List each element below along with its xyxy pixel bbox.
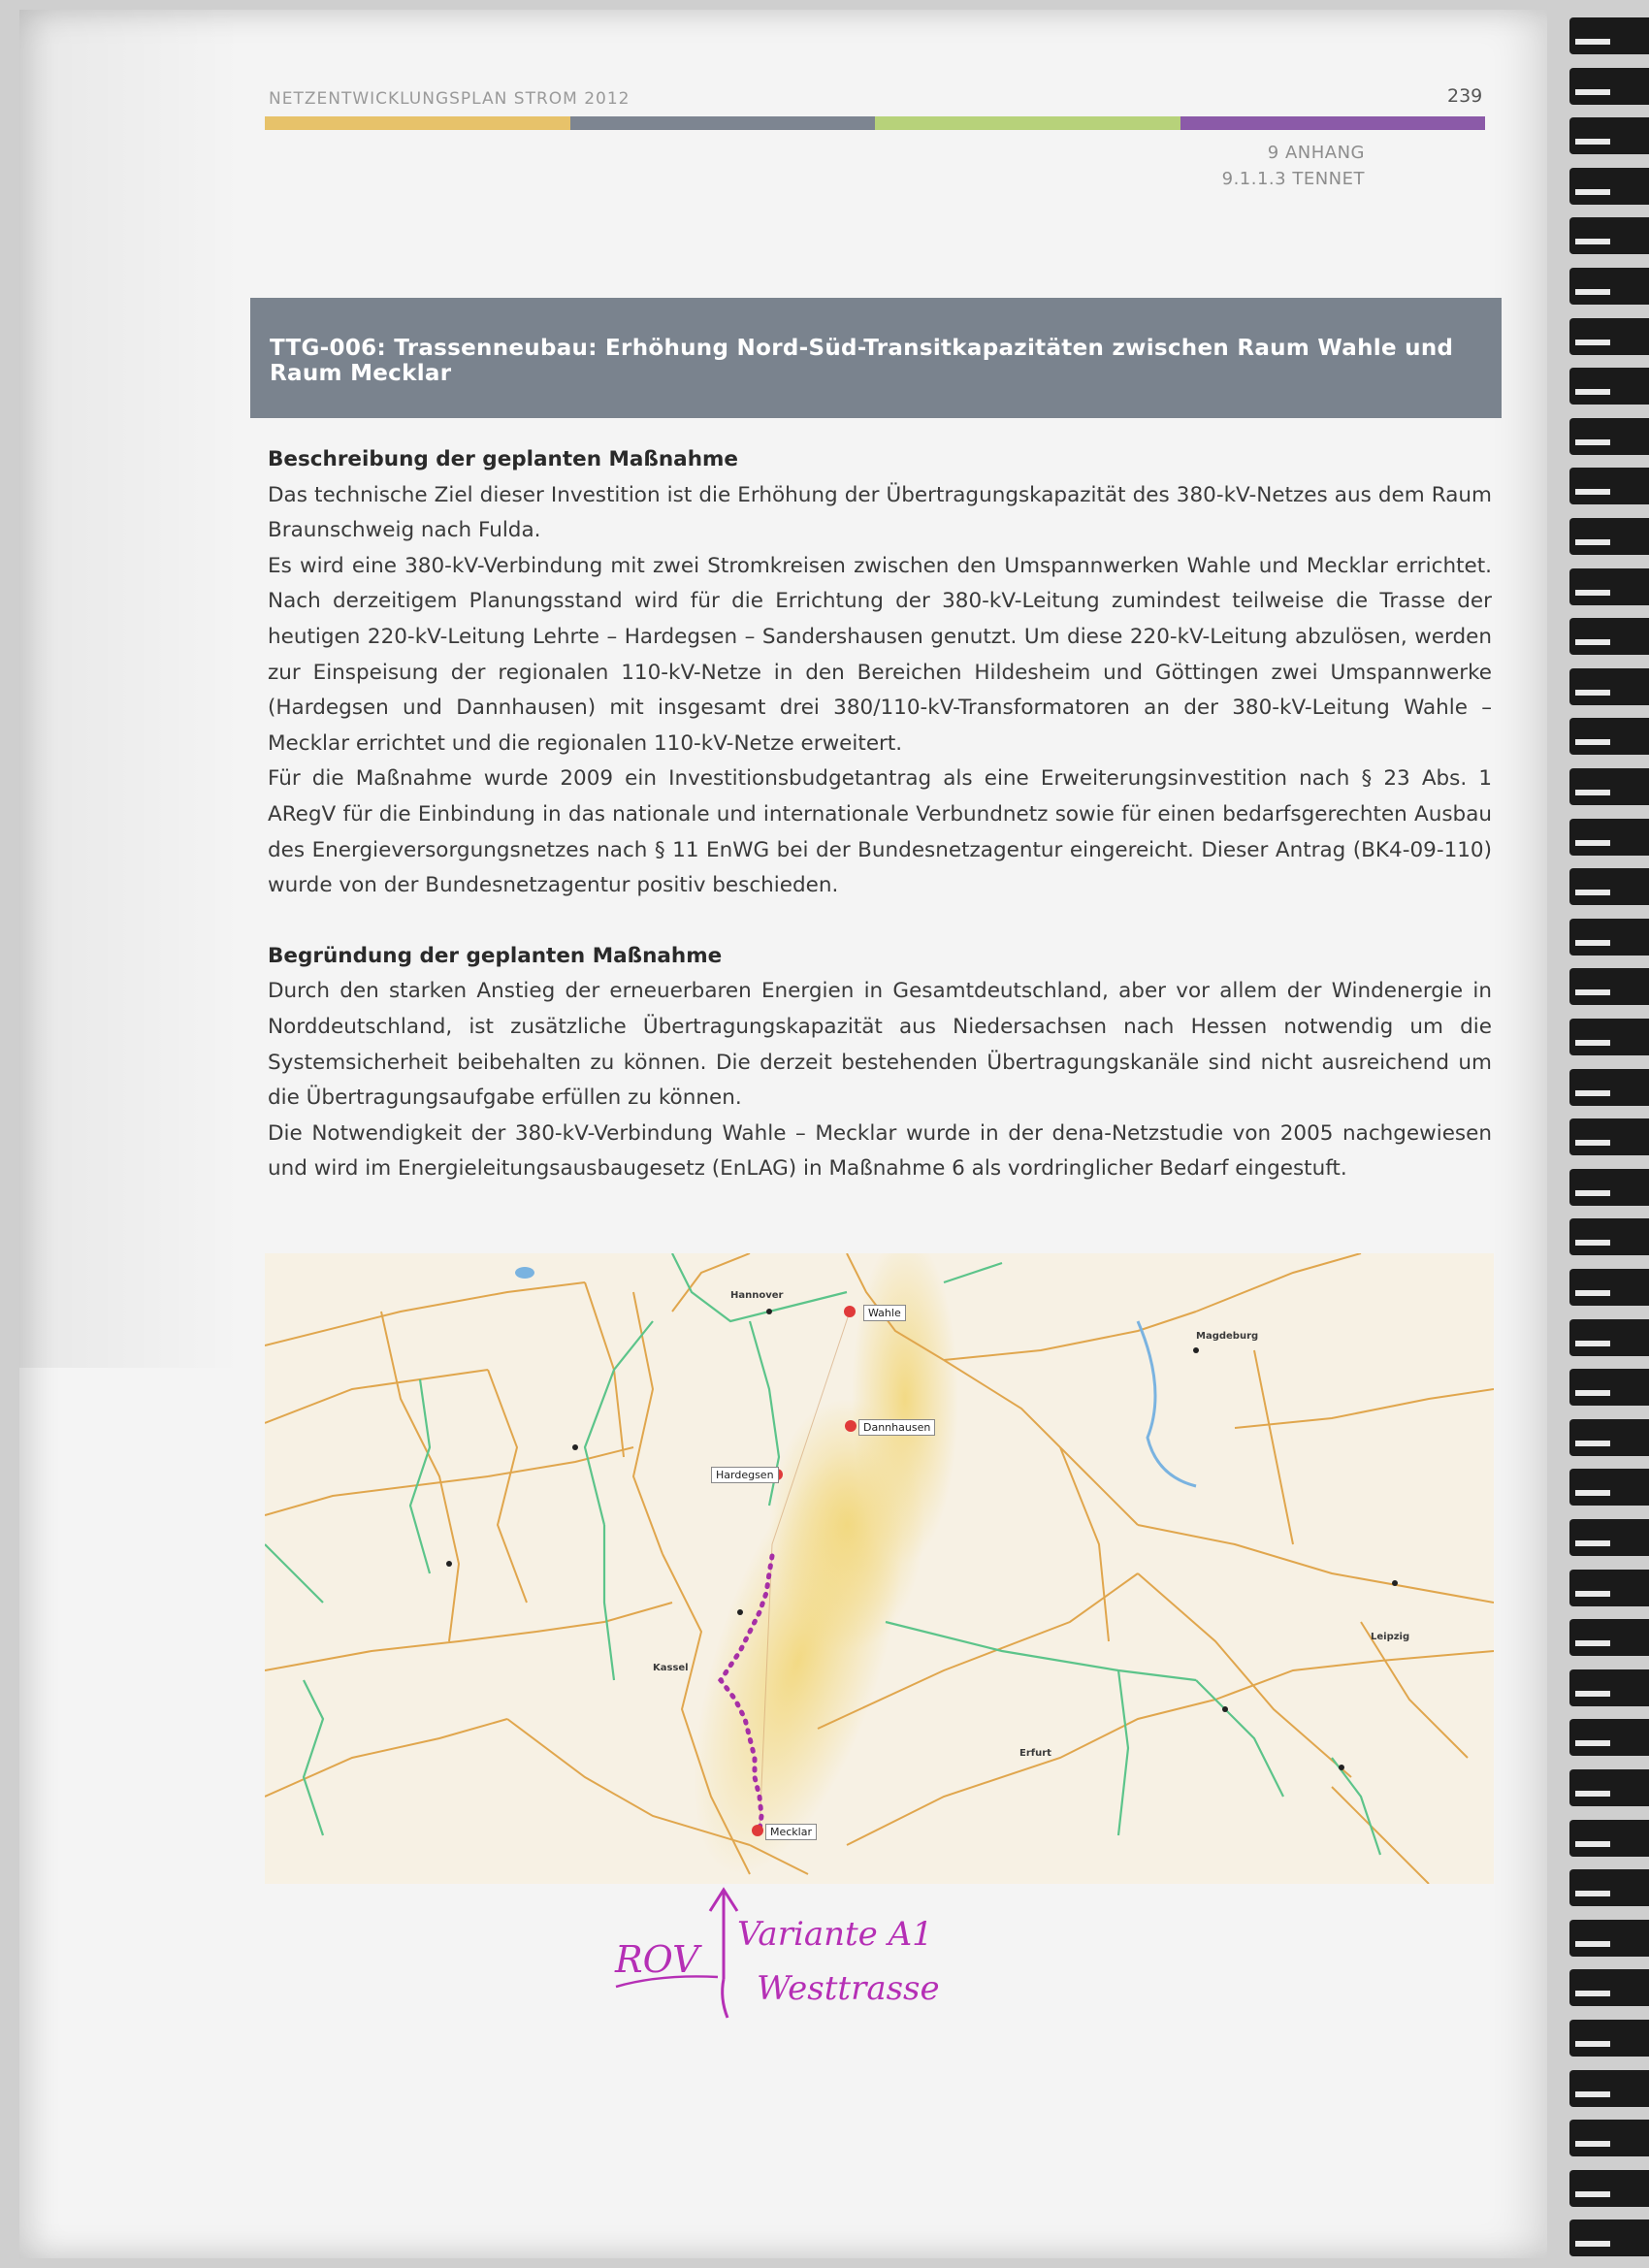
binding-ring <box>1569 1369 1649 1406</box>
spiral-binding <box>1562 0 1649 2268</box>
city-hannover: Hannover <box>730 1290 784 1301</box>
binding-ring <box>1569 1869 1649 1906</box>
justification-paragraph-2: Die Notwendigkeit der 380-kV-Verbindung Wahle – Mecklar wurde in der dena-Netzstudie von 2005 nachgewiesen und wird im Energieleitungsausbaugesetz (EnLAG) in Maßnahme 6 als vordringlicher Bedarf eingestuft. <box>268 1120 1492 1182</box>
binding-ring <box>1569 2219 1649 2256</box>
scanned-page <box>19 10 1547 2258</box>
binding-ring <box>1569 168 1649 205</box>
binding-ring <box>1569 768 1649 805</box>
page-number: 239 <box>1447 85 1483 107</box>
station-label-mecklar: Mecklar <box>765 1824 817 1840</box>
binding-ring <box>1569 1719 1649 1756</box>
document-title: NETZENTWICKLUNGSPLAN STROM 2012 <box>269 89 630 109</box>
annotation-variant: Variante A1 <box>737 1915 933 1954</box>
binding-ring <box>1569 618 1649 655</box>
binding-ring <box>1569 318 1649 355</box>
justification-heading: Begründung der geplanten Maßnahme <box>268 943 723 968</box>
corridor-middle <box>769 1399 924 1651</box>
annotation-rov: ROV <box>615 1938 699 1981</box>
header-color-bar <box>265 116 1485 130</box>
chapter-label: 9 ANHANG <box>1267 143 1365 163</box>
binding-ring <box>1569 2170 1649 2207</box>
color-bar-segment-yellow <box>265 116 570 130</box>
station-label-wahle: Wahle <box>863 1305 906 1321</box>
river <box>1138 1321 1196 1486</box>
binding-ring <box>1569 418 1649 455</box>
binding-ring <box>1569 17 1649 54</box>
color-bar-segment-grey <box>570 116 876 130</box>
description-heading: Beschreibung der geplanten Maßnahme <box>268 447 738 471</box>
city-kassel: Kassel <box>653 1663 689 1673</box>
binding-ring <box>1569 968 1649 1005</box>
binding-ring <box>1569 2070 1649 2107</box>
binding-ring <box>1569 1118 1649 1155</box>
city-leipzig: Leipzig <box>1371 1632 1410 1642</box>
color-bar-segment-green <box>875 116 1180 130</box>
binding-ring <box>1569 1820 1649 1857</box>
description-paragraph-3: Für die Maßnahme wurde 2009 ein Investitionsbudgetantrag als eine Erweiterungsinvestition nach § 23 Abs. 1 ARegV für die Einbindung in das nationale und internationale Verbundnetz sowie für einen bedarfsgerechten Ausbau des Energieversorgungsnetzes nach § 11 EnWG bei der Bundesnetzagentur eingereicht. Dieser Antrag (BK4-09-110) wurde von der Bundesnetzagentur positiv beschieden. <box>268 766 1492 898</box>
binding-ring <box>1569 1769 1649 1806</box>
station-marker-wahle <box>844 1306 856 1317</box>
binding-ring <box>1569 468 1649 504</box>
station-marker-dannhausen <box>845 1420 857 1432</box>
city-magdeburg: Magdeburg <box>1196 1331 1259 1342</box>
subchapter-label: 9.1.1.3 TENNET <box>1221 169 1365 189</box>
justification-paragraph-1: Durch den starken Anstieg der erneuerbaren Energien in Gesamtdeutschland, aber vor allem der Windenergie in Norddeutschland, ist zusätzliche Übertragungskapazität aus Niedersachsen nach Hessen notwendig um die Systemsicherheit beibehalten zu können. Die derzeit bestehenden Übertragungskanäle sind nicht ausreichend um die Übertragungsaufgabe erfüllen zu können. <box>268 979 1492 1111</box>
description-paragraph-2: Es wird eine 380-kV-Verbindung mit zwei Stromkreisen zwischen den Umspannwerken Wahle und Mecklar errichtet. Nach derzeitigem Planungsstand wird für die Errichtung der 380-kV-Leitung zumindest teilweise die Trasse der heutigen 220-kV-Leitung Lehrte – Hardegsen – Sandershausen genutzt. Um diese 220-kV-Leitung abzulösen, werden zur Einspeisung der regionalen 110-kV-Netze in den Bereichen Hildesheim und Göttingen zwei Umspannwerke (Hardegsen und Dannhausen) mit insgesamt drei 380/110-kV-Transformatoren an der 380-kV-Leitung Wahle – Mecklar errichtet und die regionalen 110-kV-Netze erweitert. <box>268 553 1492 756</box>
binding-ring <box>1569 1519 1649 1556</box>
binding-ring <box>1569 1419 1649 1456</box>
binding-ring <box>1569 919 1649 956</box>
grid-map-drawing <box>265 1253 1494 1884</box>
city-erfurt: Erfurt <box>1019 1748 1051 1759</box>
station-label-dannhausen: Dannhausen <box>858 1419 935 1436</box>
annotation-westtrasse: Westtrasse <box>757 1969 940 2008</box>
binding-ring <box>1569 868 1649 905</box>
binding-ring <box>1569 1269 1649 1306</box>
station-label-hardegsen: Hardegsen <box>711 1467 779 1483</box>
binding-ring <box>1569 1669 1649 1706</box>
binding-ring <box>1569 819 1649 856</box>
binding-ring <box>1569 1619 1649 1656</box>
station-marker-mecklar <box>752 1825 763 1836</box>
body-text <box>268 442 1492 1187</box>
binding-ring <box>1569 368 1649 405</box>
binding-ring <box>1569 568 1649 605</box>
color-bar-segment-purple <box>1180 116 1486 130</box>
binding-ring <box>1569 1469 1649 1506</box>
lake <box>515 1267 534 1279</box>
binding-ring <box>1569 1319 1649 1356</box>
scan-shadow <box>19 10 242 1368</box>
binding-ring <box>1569 68 1649 105</box>
section-title-bar: TTG-006: Trassenneubau: Erhöhung Nord-Süd-Transitkapazitäten zwischen Raum Wahle und Raum Mecklar <box>250 298 1502 418</box>
binding-ring <box>1569 1169 1649 1206</box>
binding-ring <box>1569 1969 1649 2006</box>
grid-map <box>265 1253 1494 1884</box>
chapter-reference <box>1222 140 1365 192</box>
binding-ring <box>1569 1218 1649 1255</box>
binding-ring <box>1569 2020 1649 2057</box>
binding-ring <box>1569 1019 1649 1055</box>
binding-ring <box>1569 1570 1649 1606</box>
binding-ring <box>1569 518 1649 555</box>
binding-ring <box>1569 1920 1649 1957</box>
handwritten-annotation <box>592 1872 999 2086</box>
binding-ring <box>1569 718 1649 755</box>
description-paragraph-1: Das technische Ziel dieser Investition ist die Erhöhung der Übertragungskapazität des 380-kV-Netzes aus dem Raum Braunschweig nach Fulda. <box>268 482 1492 543</box>
binding-ring <box>1569 1069 1649 1106</box>
binding-ring <box>1569 2120 1649 2156</box>
binding-ring <box>1569 268 1649 305</box>
binding-ring <box>1569 217 1649 254</box>
binding-ring <box>1569 117 1649 154</box>
binding-ring <box>1569 668 1649 705</box>
